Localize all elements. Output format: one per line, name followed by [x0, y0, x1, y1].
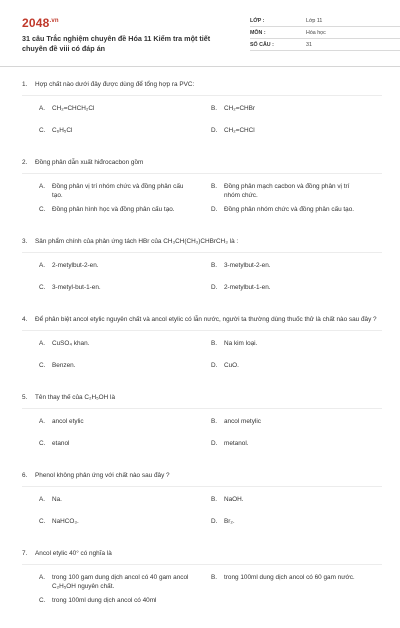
option-key: D.: [211, 127, 218, 134]
option-text: CH₂=CHCl: [224, 127, 255, 134]
option-key: C.: [39, 440, 46, 447]
answer-option[interactable]: [22, 568, 194, 591]
answer-option[interactable]: [194, 434, 366, 456]
option-text: C₆H₅Cl: [52, 127, 73, 134]
option-text: Đồng phân hình học và đồng phân cấu tạo.: [52, 206, 175, 213]
answer-option[interactable]: [194, 177, 366, 200]
question-separator: [22, 95, 382, 96]
option-text: Đồng phân nhóm chức và đồng phân cấu tạo.: [224, 206, 355, 213]
meta-underline: [250, 26, 400, 27]
option-key: A.: [39, 418, 46, 425]
option-key: D.: [211, 206, 218, 213]
answer-option[interactable]: [194, 278, 366, 300]
question-list: [22, 80, 382, 628]
question-text-row: [22, 158, 382, 167]
question-item: [22, 158, 382, 222]
question-number: 6.: [22, 472, 28, 479]
answer-option[interactable]: [194, 334, 366, 356]
option-key: C.: [39, 362, 46, 369]
answer-option[interactable]: [22, 356, 194, 378]
answer-option[interactable]: [22, 200, 194, 222]
option-text: NaOH.: [224, 496, 244, 503]
meta-row-count: [250, 40, 400, 52]
question-separator: [22, 252, 382, 253]
option-text: Đồng phân mạch cacbon và đồng phân vị trí nhóm chức.: [224, 183, 350, 199]
answer-options: [22, 334, 382, 378]
option-text: Na.: [52, 496, 62, 503]
option-text: CuO.: [224, 362, 239, 369]
option-key: D.: [211, 440, 218, 447]
answer-options: [22, 568, 382, 613]
meta-value: 31: [306, 42, 312, 48]
option-key: A.: [39, 340, 46, 347]
answer-option[interactable]: [194, 99, 366, 121]
option-key: A.: [39, 183, 46, 190]
option-key: B.: [211, 262, 218, 269]
option-text: 3-metyl-but-1-en.: [52, 284, 101, 291]
answer-option[interactable]: [194, 412, 366, 434]
answer-option[interactable]: [194, 568, 366, 591]
question-item: [22, 80, 382, 143]
answer-option[interactable]: [194, 256, 366, 278]
question-number: 3.: [22, 238, 28, 245]
option-text: Đồng phân vị trí nhóm chức và đồng phân cấu tạo.: [52, 183, 184, 199]
option-text: ancol etylic: [52, 418, 84, 425]
site-logo[interactable]: [22, 16, 59, 30]
meta-underline: [250, 38, 400, 39]
question-separator: [22, 173, 382, 174]
option-key: B.: [211, 340, 218, 347]
page-header: [22, 16, 378, 62]
question-separator: [22, 564, 382, 565]
option-key: C.: [39, 518, 46, 525]
option-key: B.: [211, 496, 218, 503]
answer-option[interactable]: [22, 99, 194, 121]
question-separator: [22, 408, 382, 409]
question-text-row: [22, 315, 382, 324]
answer-option[interactable]: [22, 121, 194, 143]
question-number: 5.: [22, 394, 28, 401]
question-separator: [22, 486, 382, 487]
meta-label: MÔN :: [250, 30, 266, 36]
answer-option[interactable]: [22, 591, 194, 613]
meta-underline: [250, 50, 400, 51]
question-text-row: [22, 471, 382, 480]
option-key: B.: [211, 574, 218, 581]
question-text: Tên thay thế của C₂H₅OH là: [35, 394, 116, 401]
answer-option[interactable]: [194, 512, 366, 534]
option-text: trong 100ml dung dịch ancol có 40ml: [52, 597, 157, 604]
answer-option[interactable]: [194, 200, 366, 222]
question-item: [22, 315, 382, 378]
answer-options: [22, 99, 382, 143]
question-text: Ancol etylic 40° có nghĩa là: [35, 550, 112, 557]
answer-option[interactable]: [22, 434, 194, 456]
question-item: [22, 549, 382, 613]
question-text: Đồng phân dẫn xuất hiđrocacbon gồm: [35, 159, 144, 166]
question-separator: [22, 330, 382, 331]
answer-option[interactable]: [22, 490, 194, 512]
question-text-row: [22, 237, 382, 246]
answer-option[interactable]: [22, 256, 194, 278]
answer-option[interactable]: [22, 278, 194, 300]
option-key: C.: [39, 206, 46, 213]
option-text: metanol.: [224, 440, 249, 447]
option-key: A.: [39, 105, 46, 112]
meta-label: SỐ CÂU :: [250, 42, 274, 48]
question-text: Phenol không phản ứng với chất nào sau đây ?: [35, 472, 170, 479]
answer-option[interactable]: [194, 356, 366, 378]
answer-option[interactable]: [194, 490, 366, 512]
question-text: Sản phẩm chính của phản ứng tách HBr của CH₃CH(CH₃)CHBrCH₃ là :: [35, 238, 239, 245]
question-text: Hợp chất nào dưới đây được dùng để tổng hợp ra PVC:: [35, 81, 195, 88]
option-text: Br₂.: [224, 518, 235, 525]
option-key: A.: [39, 496, 46, 503]
option-key: A.: [39, 262, 46, 269]
option-key: C.: [39, 597, 46, 604]
question-number: 4.: [22, 316, 28, 323]
question-item: [22, 471, 382, 534]
meta-label: LỚP :: [250, 18, 265, 24]
option-key: C.: [39, 284, 46, 291]
question-item: [22, 393, 382, 456]
question-text-row: [22, 393, 382, 402]
document-title: 31 câu Trắc nghiệm chuyên đề Hóa 11 Kiểm tra một tiết chuyên đề viii có đáp án: [22, 34, 211, 53]
meta-value: Lớp 11: [306, 18, 323, 24]
document-meta: [250, 16, 400, 52]
meta-row-class: [250, 16, 400, 28]
option-text: NaHCO₃.: [52, 518, 79, 525]
option-text: 3-metylbut-2-en.: [224, 262, 271, 269]
question-text-row: [22, 549, 382, 558]
logo-main: 2048: [22, 16, 50, 30]
option-key: B.: [211, 105, 218, 112]
option-text: Na kim loại.: [224, 340, 258, 347]
answer-options: [22, 177, 382, 222]
option-text: CH₂=CHCH₂Cl: [52, 105, 95, 112]
answer-option[interactable]: [22, 334, 194, 356]
option-key: B.: [211, 418, 218, 425]
option-text: 2-metylbut-1-en.: [224, 284, 271, 291]
option-text: trong 100 gam dung dịch ancol có 40 gam ancol C₂H₅OH nguyên chất.: [52, 574, 189, 590]
question-item: [22, 237, 382, 300]
answer-option[interactable]: [22, 177, 194, 200]
header-divider: [0, 66, 400, 67]
question-number: 7.: [22, 550, 28, 557]
question-text: Để phân biệt ancol etylic nguyên chất và ancol etylic có lẫn nước, người ta thường dùng thuốc thử là chất nào sau đây ?: [35, 316, 377, 323]
answer-options: [22, 256, 382, 300]
option-text: CH₂=CHBr: [224, 105, 256, 112]
option-text: CuSO₄ khan.: [52, 340, 90, 347]
question-text-row: [22, 80, 382, 89]
option-key: D.: [211, 518, 218, 525]
meta-row-subject: [250, 28, 400, 40]
option-key: D.: [211, 362, 218, 369]
option-text: ancol metylic: [224, 418, 261, 425]
logo-domain: .vn: [49, 18, 59, 24]
option-text: etanol: [52, 440, 70, 447]
option-key: B.: [211, 183, 218, 190]
option-key: D.: [211, 284, 218, 291]
option-key: C.: [39, 127, 46, 134]
answer-option[interactable]: [22, 412, 194, 434]
answer-options: [22, 490, 382, 534]
answer-options: [22, 412, 382, 456]
question-number: 1.: [22, 81, 28, 88]
meta-value: Hóa học: [306, 30, 326, 36]
answer-option[interactable]: [22, 512, 194, 534]
option-key: A.: [39, 574, 46, 581]
option-text: 2-metylbut-2-en.: [52, 262, 99, 269]
option-text: trong 100ml dung dịch ancol có 60 gam nước.: [224, 574, 355, 581]
option-text: Benzen.: [52, 362, 76, 369]
question-number: 2.: [22, 159, 28, 166]
answer-option[interactable]: [194, 121, 366, 143]
